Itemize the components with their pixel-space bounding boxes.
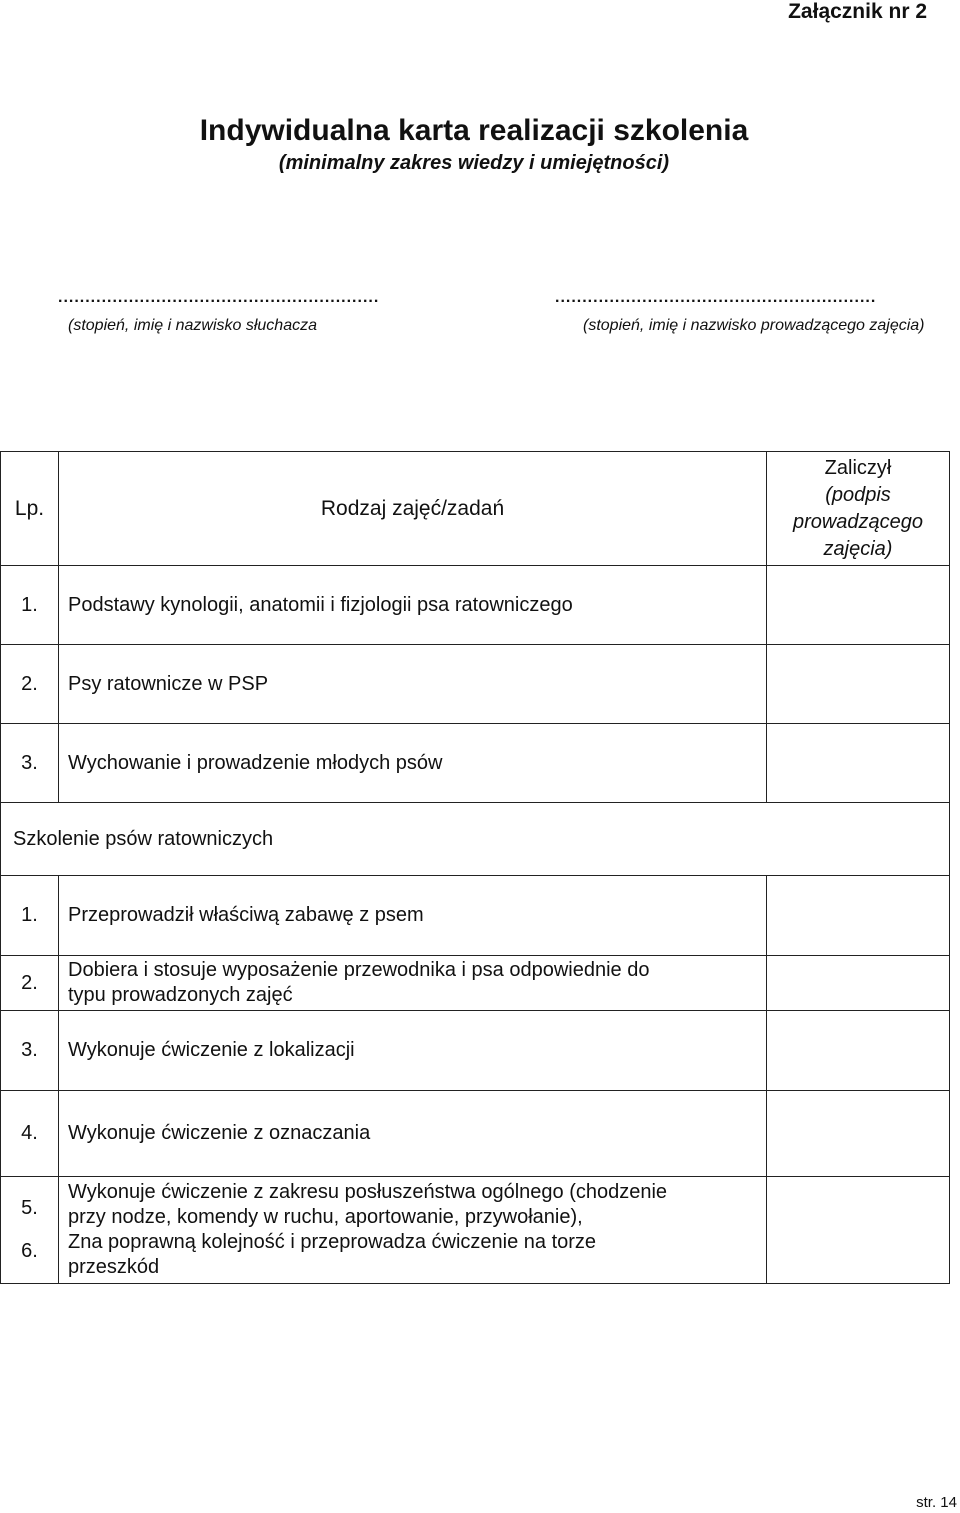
trainee-signature-line: ........................................................... [58,290,380,306]
row-number: 5. [21,1197,38,1219]
table-row [1,956,950,1011]
document-title: Indywidualna karta realizacji szkolenia [199,114,749,147]
header-pass-line1: Zaliczył [824,456,892,479]
header-topic: Rodzaj zajęć/zadań [59,452,767,566]
row-topic-line2: przeszkód [68,1256,160,1278]
table-row [1,645,950,724]
table-header-row [1,452,950,566]
annex-label: Załącznik nr 2 [788,0,927,23]
row-topic-line2: przy nodze, komendy w ruchu, aportowanie, przywołanie), [68,1206,583,1228]
instructor-signature-line: ........................................................... [555,290,877,306]
row-topic: Psy ratownicze w PSP [59,645,767,724]
header-pass-line3: prowadzącego [792,510,924,533]
table-row-combined [1,1177,950,1284]
table-row [1,566,950,645]
row-topic [59,956,767,1011]
row-topic: Wykonuje ćwiczenie z oznaczania [59,1091,767,1177]
row-number: 6. [21,1240,38,1262]
row-number: 2. [1,956,59,1011]
header-lp: Lp. [1,452,59,566]
signature-cell[interactable] [767,724,950,803]
row-topic-line2: typu prowadzonych zajęć [68,984,293,1006]
table-row [1,1091,950,1177]
page-number: str. 14 [916,1494,957,1511]
row-topic-line1: Zna poprawną kolejność i przeprowadza ćwiczenie na torze [68,1231,597,1253]
signature-cell[interactable] [767,876,950,956]
signature-cell[interactable] [767,645,950,724]
row-number: 3. [1,1011,59,1091]
signature-cell[interactable] [767,1177,950,1284]
header-pass-line2: (podpis [825,483,891,506]
row-topic: Przeprowadził właściwą zabawę z psem [59,876,767,956]
row-topic-line1: Dobiera i stosuje wyposażenie przewodnika i psa odpowiednie do [68,959,650,981]
trainee-signature-label: (stopień, imię i nazwisko słuchacza [68,317,317,334]
table-row [1,1011,950,1091]
row-number: 2. [1,645,59,724]
signature-cell[interactable] [767,1011,950,1091]
row-topic: Wychowanie i prowadzenie młodych psów [59,724,767,803]
section-title: Szkolenie psów ratowniczych [1,803,950,876]
row-number: 4. [1,1091,59,1177]
row-topic: Wykonuje ćwiczenie z lokalizacji [59,1011,767,1091]
table-row [1,876,950,956]
row-number: 1. [1,566,59,645]
document-subtitle: (minimalny zakres wiedzy i umiejętności) [278,152,670,174]
signature-cell[interactable] [767,1091,950,1177]
row-topic-line1: Wykonuje ćwiczenie z zakresu posłuszeństwa ogólnego (chodzenie [68,1181,668,1203]
signature-cell[interactable] [767,956,950,1011]
row-topic: Podstawy kynologii, anatomii i fizjologii psa ratowniczego [59,566,767,645]
table-row [1,724,950,803]
row-number-combined [1,1177,59,1284]
section-header-row [1,803,950,876]
training-card-table [0,451,950,1284]
header-pass-line4: zajęcia) [823,537,893,560]
header-pass [767,452,950,566]
instructor-signature-label: (stopień, imię i nazwisko prowadzącego zajęcia) [583,317,925,334]
row-number: 1. [1,876,59,956]
row-number: 3. [1,724,59,803]
row-topic-combined [59,1177,767,1284]
signature-cell[interactable] [767,566,950,645]
